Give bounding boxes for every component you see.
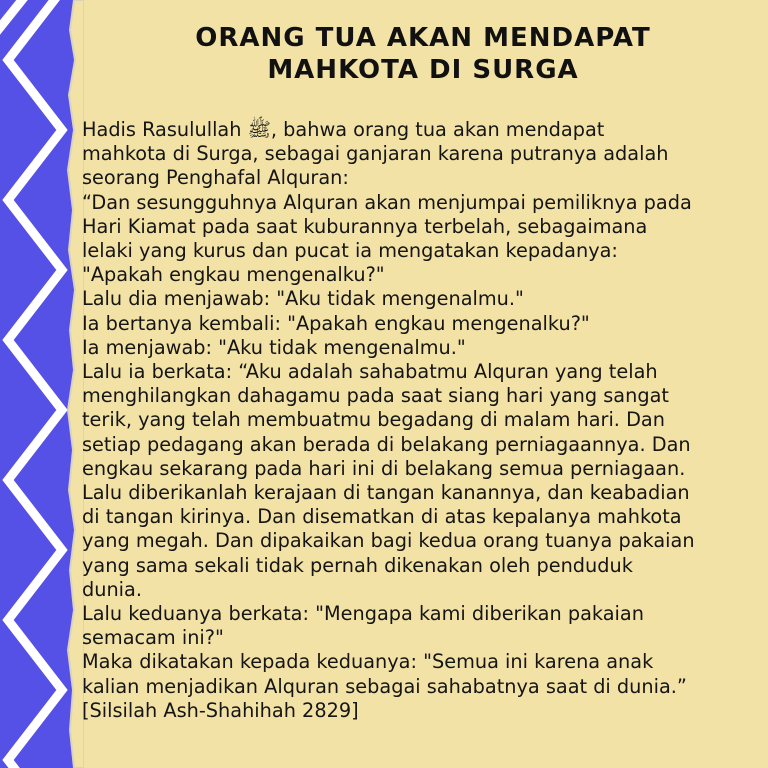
text-line: Lalu dia menjawab: "Aku tidak mengenalmu.": [82, 287, 524, 311]
text-line: kalian menjadikan Alquran sebagai sahabatnya saat di dunia.”: [82, 674, 687, 698]
text-line: terik, yang telah membuatmu begadang di malam hari. Dan: [82, 408, 665, 432]
text-line: dunia.: [82, 577, 142, 601]
text-line: yang sama sekali tidak pernah dikenakan oleh penduduk: [82, 553, 633, 577]
text-line: seorang Penghafal Alquran:: [82, 166, 349, 190]
text-line: Ia bertanya kembali: "Apakah engkau mengenalku?": [82, 311, 590, 335]
text-line: lelaki yang kurus dan pucat ia mengatakan kepadanya:: [82, 239, 618, 263]
text-line: Maka dikatakan kepada keduanya: "Semua ini karena anak: [82, 650, 654, 674]
text-line: Ia menjawab: "Aku tidak mengenalmu.": [82, 335, 466, 359]
text-line: engkau sekarang pada hari ini di belakang semua perniagaan.: [82, 456, 686, 480]
text-line: yang megah. Dan dipakaikan bagi kedua orang tuanya pakaian: [82, 529, 695, 553]
title-line-1: ORANG TUA AKAN MENDAPAT: [195, 23, 651, 53]
text-line: "Apakah engkau mengenalku?": [82, 263, 385, 287]
hadith-text: [82, 118, 762, 723]
text-line: semacam ini?": [82, 626, 224, 650]
text-line: Hadis Rasulullah ﷺ, bahwa orang tua akan mendapat: [82, 118, 605, 141]
text-line: Lalu diberikanlah kerajaan di tangan kanannya, dan keabadian: [82, 481, 690, 505]
text-line: Hari Kiamat pada saat kuburannya terbelah, sebagaimana: [82, 214, 648, 238]
text-line: setiap pedagang akan berada di belakang perniagaannya. Dan: [82, 432, 691, 456]
title-line-2: MAHKOTA DI SURGA: [267, 55, 579, 85]
torn-paper-edge: [62, 0, 84, 768]
text-line: di tangan kirinya. Dan disematkan di atas kepalanya mahkota: [82, 505, 682, 529]
text-line: mahkota di Surga, sebagai ganjaran karena putranya adalah: [82, 142, 669, 166]
text-line: Lalu ia berkata: “Aku adalah sahabatmu Alquran yang telah: [82, 360, 658, 384]
text-line: Lalu keduanya berkata: "Mengapa kami diberikan pakaian: [82, 602, 644, 626]
text-line: [Silsilah Ash-Shahihah 2829]: [82, 698, 359, 722]
text-line: menghilangkan dahagamu pada saat siang hari yang sangat: [82, 384, 669, 408]
page-title: [78, 22, 768, 86]
text-line: “Dan sesungguhnya Alquran akan menjumpai pemiliknya pada: [82, 190, 692, 214]
